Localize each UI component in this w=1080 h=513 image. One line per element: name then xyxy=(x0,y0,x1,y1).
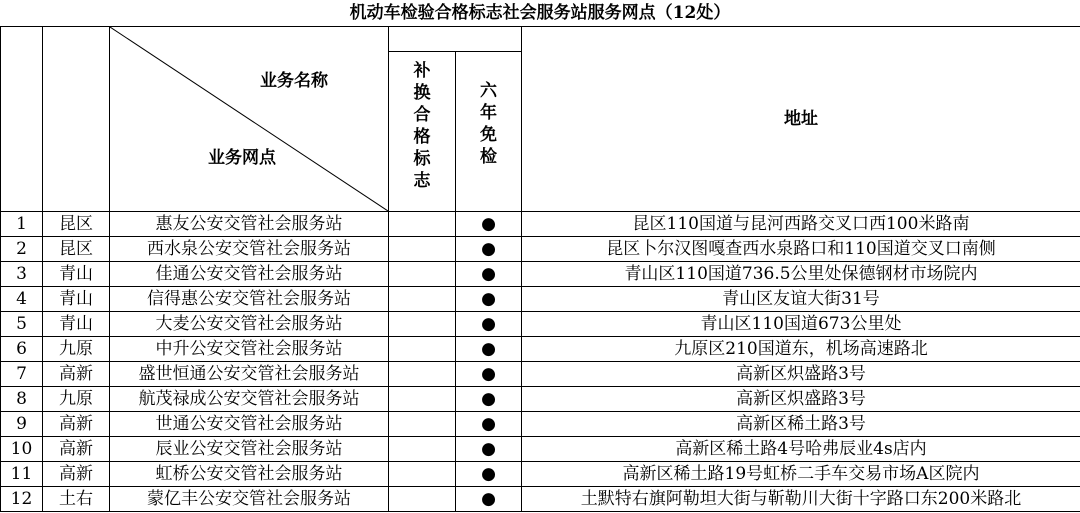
address-cell: 土默特右旗阿勒坦大街与靳勒川大街十字路口东200米路北 xyxy=(522,487,1080,512)
district-cell: 土右 xyxy=(43,487,110,512)
station-name-cell: 中升公安交管社会服务站 xyxy=(110,337,389,362)
row-number-cell: 5 xyxy=(1,312,43,337)
district-cell: 青山 xyxy=(43,312,110,337)
table-row xyxy=(1,412,1080,437)
station-name-cell: 大麦公安交管社会服务站 xyxy=(110,312,389,337)
header-district-cell xyxy=(43,27,110,212)
table-row xyxy=(1,462,1080,487)
station-name-cell: 辰业公安交管社会服务站 xyxy=(110,437,389,462)
address-cell: 青山区110国道673公里处 xyxy=(522,312,1080,337)
table-row xyxy=(1,487,1080,512)
header-blank-merged xyxy=(389,27,522,52)
replace-mark-cell xyxy=(389,337,456,362)
exempt-mark-cell: ● xyxy=(456,362,522,387)
address-cell: 高新区炽盛路3号 xyxy=(522,387,1080,412)
address-cell: 九原区210国道东，机场高速路北 xyxy=(522,337,1080,362)
row-number-cell: 4 xyxy=(1,287,43,312)
station-name-cell: 航茂禄成公安交管社会服务站 xyxy=(110,387,389,412)
exempt-mark-cell: ● xyxy=(456,262,522,287)
table-row xyxy=(1,437,1080,462)
row-number-cell: 12 xyxy=(1,487,43,512)
table-title: 机动车检验合格标志社会服务站服务网点（12处） xyxy=(349,3,731,23)
diagonal-line xyxy=(110,27,388,211)
district-cell: 青山 xyxy=(43,262,110,287)
table-row xyxy=(1,312,1080,337)
replace-mark-cell xyxy=(389,387,456,412)
district-cell: 昆区 xyxy=(43,212,110,237)
row-number-cell: 7 xyxy=(1,362,43,387)
row-number-cell: 2 xyxy=(1,237,43,262)
replace-mark-cell xyxy=(389,212,456,237)
exempt-mark-cell: ● xyxy=(456,412,522,437)
header-diagonal-cell xyxy=(110,27,389,212)
header-replace-cell xyxy=(389,52,456,212)
table-row xyxy=(1,262,1080,287)
district-cell: 青山 xyxy=(43,287,110,312)
exempt-mark-cell: ● xyxy=(456,387,522,412)
replace-mark-cell xyxy=(389,487,456,512)
row-number-cell: 8 xyxy=(1,387,43,412)
row-number-cell: 10 xyxy=(1,437,43,462)
table-row xyxy=(1,387,1080,412)
exempt-mark-cell: ● xyxy=(456,437,522,462)
table-row xyxy=(1,337,1080,362)
address-cell: 昆区110国道与昆河西路交叉口西100米路南 xyxy=(522,212,1080,237)
row-number-cell: 1 xyxy=(1,212,43,237)
header-replace-label: 补 换 合 格 标 志 xyxy=(413,61,431,191)
station-name-cell: 佳通公安交管社会服务站 xyxy=(110,262,389,287)
station-name-cell: 蒙亿丰公安交管社会服务站 xyxy=(110,487,389,512)
exempt-mark-cell: ● xyxy=(456,337,522,362)
row-number-cell: 11 xyxy=(1,462,43,487)
row-number-cell: 9 xyxy=(1,412,43,437)
diagonal-bottom-label: 业务网点 xyxy=(208,148,276,168)
exempt-mark-cell: ● xyxy=(456,287,522,312)
exempt-mark-cell: ● xyxy=(456,312,522,337)
table-row xyxy=(1,362,1080,387)
station-name-cell: 虹桥公安交管社会服务站 xyxy=(110,462,389,487)
district-cell: 九原 xyxy=(43,387,110,412)
replace-mark-cell xyxy=(389,362,456,387)
exempt-mark-cell: ● xyxy=(456,487,522,512)
table-row xyxy=(1,212,1080,237)
replace-mark-cell xyxy=(389,437,456,462)
district-cell: 昆区 xyxy=(43,237,110,262)
replace-mark-cell xyxy=(389,312,456,337)
header-row-top xyxy=(1,27,1080,52)
header-address: 地址 xyxy=(522,27,1080,212)
address-cell: 青山区110国道736.5公里处保德钢材市场院内 xyxy=(522,262,1080,287)
row-number-cell: 6 xyxy=(1,337,43,362)
replace-mark-cell xyxy=(389,412,456,437)
address-cell: 高新区稀土路3号 xyxy=(522,412,1080,437)
replace-mark-cell xyxy=(389,462,456,487)
station-name-cell: 惠友公安交管社会服务站 xyxy=(110,212,389,237)
exempt-mark-cell: ● xyxy=(456,212,522,237)
exempt-mark-cell: ● xyxy=(456,237,522,262)
district-cell: 高新 xyxy=(43,462,110,487)
station-name-cell: 信得惠公安交管社会服务站 xyxy=(110,287,389,312)
replace-mark-cell xyxy=(389,287,456,312)
station-name-cell: 盛世恒通公安交管社会服务站 xyxy=(110,362,389,387)
table-row xyxy=(1,287,1080,312)
address-cell: 青山区友谊大街31号 xyxy=(522,287,1080,312)
address-cell: 高新区炽盛路3号 xyxy=(522,362,1080,387)
diagonal-top-label: 业务名称 xyxy=(260,71,328,91)
header-exempt-cell xyxy=(456,52,522,212)
address-cell: 高新区稀土路19号虹桥二手车交易市场A区院内 xyxy=(522,462,1080,487)
district-cell: 高新 xyxy=(43,412,110,437)
header-no-cell xyxy=(1,27,43,212)
address-cell: 高新区稀土路4号哈弗辰业4s店内 xyxy=(522,437,1080,462)
station-name-cell: 西水泉公安交管社会服务站 xyxy=(110,237,389,262)
exempt-mark-cell: ● xyxy=(456,462,522,487)
address-cell: 昆区卜尔汉图嘎查西水泉路口和110国道交叉口南侧 xyxy=(522,237,1080,262)
station-name-cell: 世通公安交管社会服务站 xyxy=(110,412,389,437)
header-exempt-label: 六 年 免 检 xyxy=(480,81,497,167)
district-cell: 高新 xyxy=(43,362,110,387)
replace-mark-cell xyxy=(389,262,456,287)
row-number-cell: 3 xyxy=(1,262,43,287)
table-row xyxy=(1,237,1080,262)
district-cell: 高新 xyxy=(43,437,110,462)
service-station-table xyxy=(0,26,1080,512)
replace-mark-cell xyxy=(389,237,456,262)
district-cell: 九原 xyxy=(43,337,110,362)
